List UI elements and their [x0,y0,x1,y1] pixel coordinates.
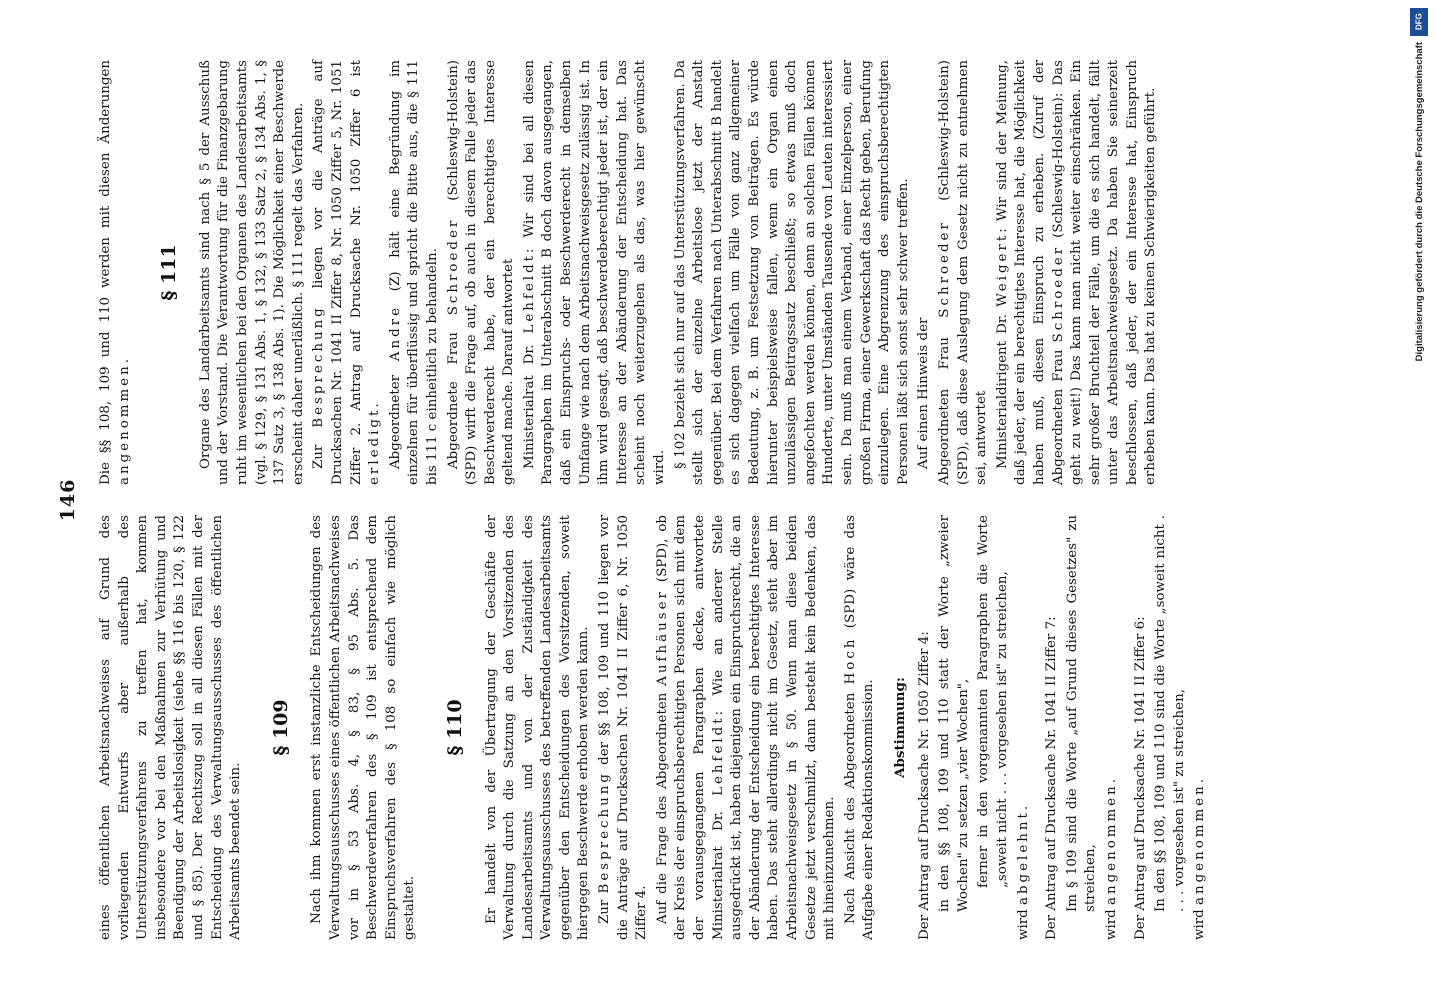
text-run: Ministerialrat Dr. [521,333,537,469]
paragraph [994,60,1161,485]
text-run: Zur [311,427,327,469]
paragraph: Er handelt von der Übertragung der Geschäfte der Verwaltung durch die Satzung an den Vorsitzenden des Landesarbeitsamts und von der Zuständigkeit des Verwaltungsausschusses des betreffenden Landesarbeitsamts gegenüber den Entscheidungen des Vorsitzenden, soweit hiergegen Beschwerde erhoben werden kann. [483,515,592,940]
text-run: . [1015,805,1031,811]
vote-result [1015,515,1034,940]
text-run: Nach Ansicht des Abgeordneten [842,684,858,924]
text-run: Ministerialdirigent Dr. [994,306,1010,469]
text-run: Abgeordneter [387,361,403,469]
paragraph [521,60,670,485]
text-run: Auf die Frage des Abgeordneten [654,685,670,924]
text-run: Abgeordnete Frau [445,315,461,469]
page-number: 146 [57,478,79,522]
paragraph [445,60,519,485]
text-run: wird [1015,905,1031,940]
text-run: . [116,359,132,364]
vote-motion: Der Antrag auf Drucksache Nr. 1041 II Ziffer 7: [1044,616,1060,940]
paragraph [936,60,992,485]
text-run: wird [1192,905,1208,940]
emphasis: angenommen [1103,783,1119,906]
speaker-name: Andre [387,304,403,362]
paragraph: eines öffentlichen Arbeitsnachweises auf Grund des vorliegenden Entwurfs aber außerhalb des Unterstützungsverfahrens zu treffen hat, kommen insbesondere vor bei den Maßnahmen zur Verhütung und Beendigung der Arbeitslosigkeit (siehe §§ 116 bis 120, § 122 und § 85). Der Rechtszug soll in all diesen Fällen mit der Entscheidung des Verwaltungsausschusses des öffentlichen Arbeitsamts beendet sein. [98,515,244,940]
speaker-name: Lehfeldt [521,252,537,334]
text-run: : Wie an anderer Stelle ausgedrückt ist, haben diejenigen ein Einspruchsrecht, die an der Abänderung der Entscheidung ein berechtigtes Interesse haben. Das steht allerdings nicht im Gesetz, steht aber im Arbeitsnachweisgesetz in § 50. Wenn man diese beiden Gesetze jetzt verschmilzt, dann besteht kein Bedenken, das mit hineinzunehmen. [710,515,838,940]
section-heading-111: § 111 [158,244,181,301]
right-column [97,60,1212,485]
paragraph: Nach ihm kommen erst instanzliche Entscheidungen des Verwaltungsausschusses eines öffentlichen Arbeitsnachweises vor in § 53 Abs. 4, § 83, § 95 Abs. 5. Das Beschwerdeverfahren des § 109 ist entsprechend dem Einspruchsverfahren des § 108 so einfach wie möglich gestaltet. [309,515,418,940]
digitization-note: Digitalisierung gefördert durch die Deutsche Forschungsgemeinschaft [1413,42,1425,362]
text-run: (Schleswig-Holstein) (SPD), daß diese Auslegung dem Gesetz nicht zu entnehmen sei, antwortet [936,60,990,485]
paragraph [387,60,443,485]
text-run: : Wir sind bei all diesen Paragraphen im Unterabschnitt B doch davon ausgegangen, daß ein Einspruchs- oder Beschwerderecht in demselben Umfange wie nach dem Arbeitsnachweisgesetz zulässig ist. In ihm wird gesagt, daß beschwerdeberechtigt jeder ist, der ein Interesse an der Abänderung der Entscheidung hat. Das scheint noch weiterzugehen als das, was hier gewünscht wird. [521,60,668,485]
text-run: Zur [597,893,613,924]
text-columns [97,60,1212,940]
paragraph [842,515,879,940]
dfg-logo: DFG [1410,8,1428,36]
paragraph [310,60,384,485]
emphasis: abgelehnt [1015,810,1031,906]
emphasis: Besprechung [311,305,327,428]
text-run: (Schleswig-Holstein) (SPD) wirft die Frage auf, ob auch in diesem Falle jeder das Beschwerderecht habe, der ein berechtigtes Interesse geltend mache. Darauf antwortet [445,60,517,485]
text-run: wird [1103,905,1119,940]
section-heading-110: § 110 [443,699,466,756]
text-run: Die §§ 108, 109 und 110 werden mit diesen Änderungen [98,60,113,485]
vote-motion: Der Antrag auf Drucksache Nr. 1041 II Ziffer 6: [1132,616,1148,940]
vote-motion-text: ferner in den vorgenannten Paragraphen die Worte „soweit nicht . . . vorgesehen ist" zu streichen, [976,515,1010,888]
speaker-name: Lehfeldt [710,715,726,796]
vote-result [1103,515,1122,940]
vote-heading: Abstimmung: [891,677,908,778]
vote-motion-text: Im § 109 sind die Worte „auf Grund dieses Gesetzes" zu streichen, [1064,515,1099,912]
text-run: Abgeordneten Frau [936,317,952,485]
emphasis: angenommen [1192,783,1208,906]
paragraph: Auf einen Hinweis der [916,317,932,469]
document-page [27,20,1407,980]
text-run: der §§ 108, 109 und 110 liegen vor die Anträge auf Drucksachen Nr. 1041 II Ziffer 6, Nr. 1050 Ziffer 4. [597,515,650,940]
text-run: : Wir sind der Meinung, daß jeder, der ein berechtigtes Interesse hat, die Möglichkeit haben muß, diesen Einspruch zu erheben. (Zuruf der Abgeordneten Frau [994,60,1066,485]
left-column [97,515,1212,940]
emphasis: erledigt [367,407,383,485]
paragraph [596,515,652,940]
speaker-name: Weigert [994,232,1010,307]
paragraph: Organe des Landarbeitsamts sind nach § 5 der Ausschuß und der Vorstand. Die Verantwortung für die Finanzgebarung ruht im wesentlichen bei den Organen des Landesarbeitsamts (vgl. § 129, § 131 Abs. 1, § 132, § 133 Satz 2, § 134 Abs. 1, § 137 Satz 3, § 138 Abs. 1). Die Möglichkeit einer Beschwerde erscheint daher unerläßlich. § 111 regelt das Verfahren. [197,60,306,485]
speaker-name: Hoch [842,636,858,685]
paragraph [654,515,840,940]
text-run: . [1192,779,1208,784]
text-run: . [1103,779,1119,784]
text-run: (SPD) wäre das Aufgabe einer Redaktionskommission. [842,515,877,940]
emphasis: Besprechung [597,771,613,894]
digitization-margin [1406,8,1432,992]
text-run: . [367,403,383,408]
speaker-name: Schroeder [936,220,952,318]
paragraph [97,60,134,485]
text-run: liegen vor die Anträge auf Drucksachen Nr. 1041 II Ziffer 8, Nr. 1050 Ziffer 5, Nr. 1051 Ziffer 2. Antrag auf Drucksache Nr. 1050 Ziffer 6 ist [311,60,364,485]
text-run: (SPD), ob der Kreis der einspruchsberechtigten Personen sich mit dem der vorausgegangenen Paragraphen decke, antwortete Ministerialrat Dr. [654,515,726,940]
vote-motion: Der Antrag auf Drucksache Nr. 1050 Ziffer 4: [916,631,932,940]
text-run: (Z) hält eine Begründung im einzelnen für überflüssig und spricht die Bitte aus, die § 111 bis 111 c einheitlich zu behandeln. [387,59,440,485]
speaker-name: Schroeder [1050,244,1066,343]
paragraph: § 102 bezieht sich nur auf das Unterstützungsverfahren. Da stellt sich der einzelne Arbeitslose jetzt der Anstalt gegenüber. Bei dem Verfahren nach Unterabschnitt B handelt es sich dagegen vielfach um Fälle von ganz allgemeiner Bedeutung, z. B. um Festsetzung von Beiträgen. Es würde hierunter beispielsweise fallen, wenn ein Organ einen unzulässigen Beitragssatz beschließt; so etwas muß doch angefochten werden können, denn an solchen Fällen können Hunderte, unter Umständen Tausende von Leuten interessiert sein. Da muß man einem Verband, einer Einzelperson, einer großen Firma, einer Gewerkschaft das Recht geben, Berufung einzulegen. Eine Abgrenzung des einspruchsberechtigten Personen läßt sich sonst sehr schwer treffen. [672,60,911,485]
section-heading-109: § 109 [269,699,292,756]
text-run: (Schleswig-Holstein): Das geht zu weit!) Das kann man nicht weiter einschränken. Ein sehr großer Bruchteil der Fälle, um die es sich handelt, fällt unter das Arbeitsnachweisgesetz. Da haben Sie seinerzeit beschlossen, daß jeder, der ein Interesse hat, Einspruch erheben kann. Das hat zu keinen Schwierigkeiten geführt. [1050,60,1159,485]
vote-motion-text: In den §§ 108, 109 und 110 sind die Worte „soweit nicht . . . . vorgesehen ist" zu streichen, [1153,515,1187,912]
vote-result [1191,515,1210,940]
speaker-name: Aufhäuser [654,589,670,686]
emphasis: angenommen [116,363,132,485]
vote-motion-text: in den §§ 108, 109 und 110 statt der Worte „zweier Wochen" zu setzen „vier Wochen", [937,515,971,912]
speaker-name: Schroeder [445,217,461,316]
